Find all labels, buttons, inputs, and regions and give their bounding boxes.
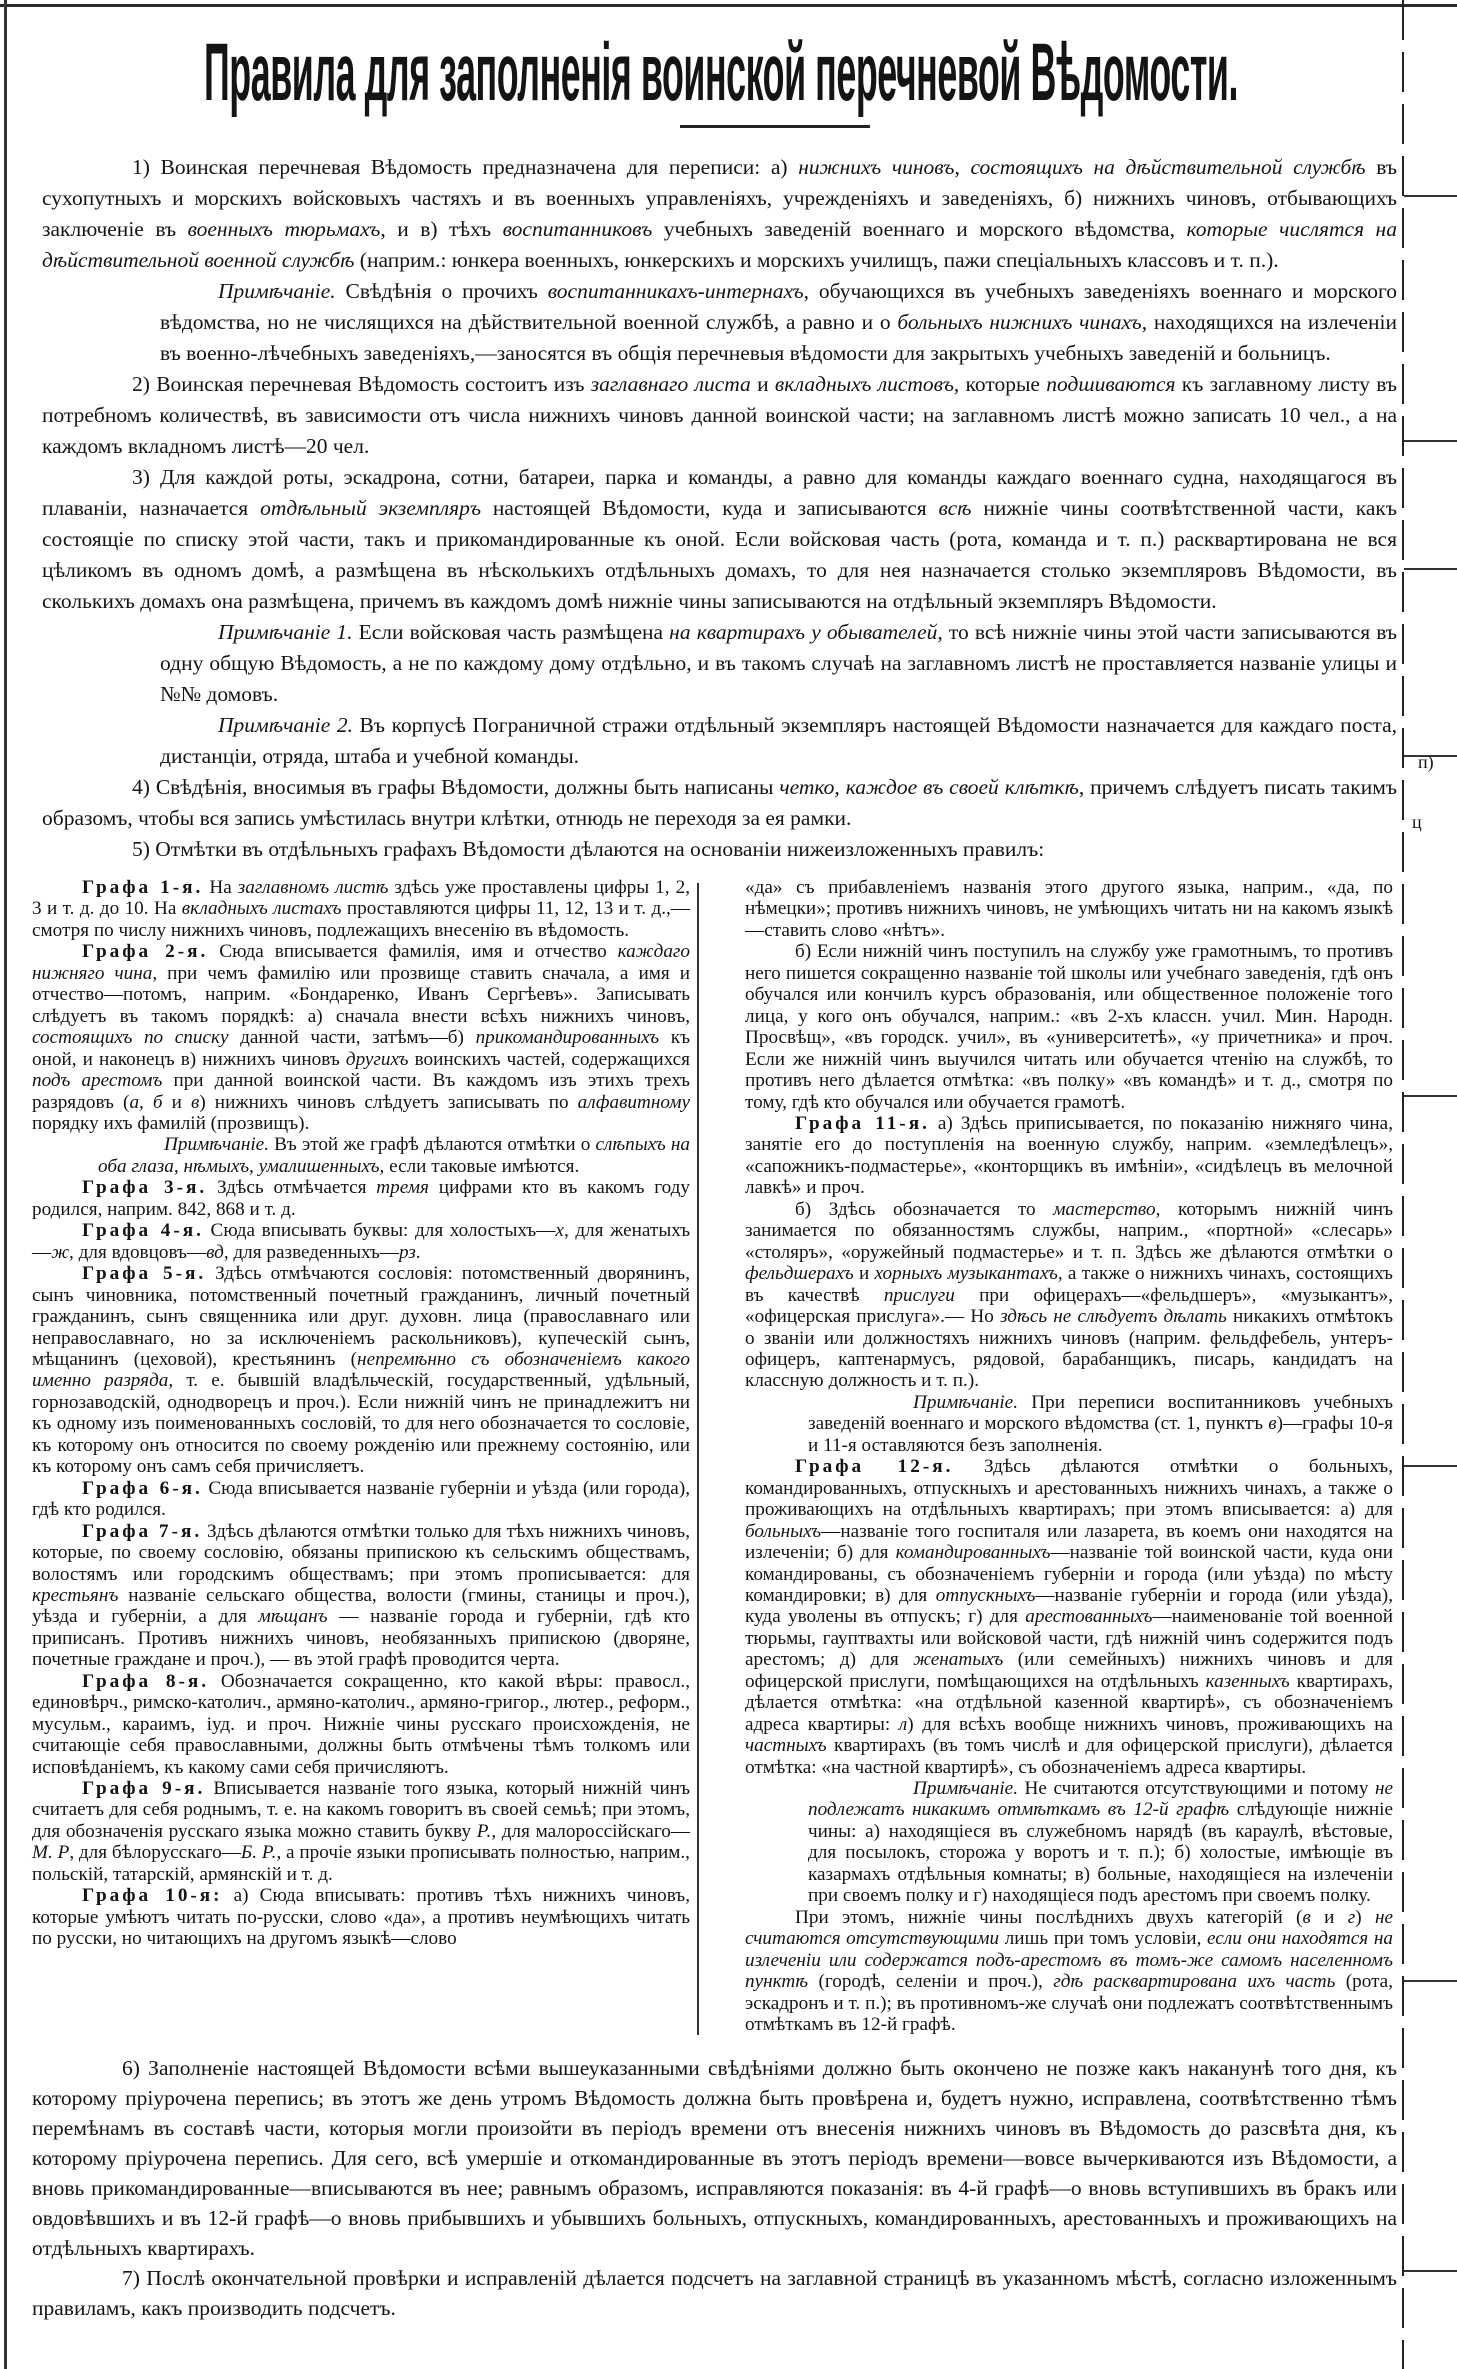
emphasis-text: мѣщанъ bbox=[258, 1606, 328, 1628]
column-heading: Графа 8-я. bbox=[82, 1670, 210, 1692]
body-text: здѣсь уже проставлены цифры 1, 2, 3 и т. д. до 10. На bbox=[32, 877, 691, 920]
body-text: Здѣсь дѣлаются отмѣтки о больныхъ, командированныхъ, отпускныхъ и арестованныхъ нижнихъ чинахъ, а также о проживающихъ на отдѣльныхъ квартирахъ; при этомъ вписывается: а) для bbox=[745, 1456, 1393, 1521]
document-header bbox=[204, 27, 1238, 118]
emphasis-text: военныхъ тюрьмахъ bbox=[187, 217, 381, 241]
body-text: 3) Для каждой роты, эскадрона, сотни, батареи, парка и команды, а равно для команды каждаго военнаго судна, находящагося въ плаваніи, назначается bbox=[42, 465, 1397, 520]
emphasis-text: крестьянъ bbox=[32, 1584, 119, 1606]
emphasis-text: рз bbox=[398, 1241, 416, 1263]
column-heading: Графа 1-я. bbox=[82, 877, 204, 898]
body-text: Сюда вписывать буквы: для холостыхъ— bbox=[203, 1220, 556, 1242]
rule-paragraph bbox=[745, 941, 1393, 1113]
rule-paragraph bbox=[745, 1456, 1393, 1778]
column-heading: Графа 9-я. bbox=[82, 1778, 206, 1800]
emphasis-text: слѣпыхъ на оба глаза, нѣмыхъ, умалишенныхъ bbox=[98, 1134, 690, 1177]
emphasis-text: больныхъ нижнихъ чинахъ bbox=[897, 310, 1142, 334]
emphasis-text: в bbox=[1302, 1906, 1311, 1928]
rule-paragraph bbox=[32, 1778, 690, 1885]
two-column-area bbox=[0, 877, 1457, 2035]
body-text: б) Если нижній чинъ поступилъ на службу уже грамотнымъ, то противъ него пишется сокращенно названіе той школы или учебнаго заведенія, гдѣ онъ обучался или кончилъ курсъ образованія, или общественное положеніе того лица, у кого онъ обучался, наприм.: «въ 2-хъ классн. учил. Мин. Народн. Просвѣщ», «въ городск. учил», въ «университетѣ», «у причетника» и проч. Если же нижній чинъ выучился читать или обучается чтенію на службѣ, то противъ него дѣлается отмѣтка: «въ полку» «въ командѣ» и т. д., смотря по тому, гдѣ кто обучался или обучается грамотѣ. bbox=[745, 941, 1393, 1113]
emphasis-text: воспитанникахъ-интернахъ bbox=[547, 279, 804, 303]
column-heading: Графа 5-я. bbox=[82, 1263, 207, 1285]
emphasis-text: Примѣчаніе. bbox=[218, 279, 336, 303]
rule-paragraph bbox=[32, 1521, 690, 1671]
body-text: , обучающихся въ учебныхъ заведеніяхъ военнаго и морского вѣдомства, но не числящихся на дѣйствительной военной службѣ, а равно и о bbox=[160, 279, 1397, 334]
emphasis-text: Примѣчаніе 2. bbox=[218, 713, 353, 737]
body-text: проставляются цифры 11, 12, 13 и т. д.,—смотря по числу нижнихъ чиновъ, подлежащихъ внесенію въ вѣдомость. bbox=[32, 898, 690, 941]
body-text: и bbox=[1310, 1906, 1348, 1928]
body-text: квартирахъ, дѣлается отмѣтка: «на отдѣльной казенной квартирѣ», съ обозначеніемъ адреса квартиры: bbox=[745, 1670, 1393, 1735]
body-text: , для бѣлорусскаго— bbox=[69, 1842, 241, 1864]
emphasis-text: состоящихъ по списку bbox=[32, 1027, 229, 1049]
rule-paragraph bbox=[745, 1907, 1393, 2036]
emphasis-text: х bbox=[555, 1220, 564, 1242]
body-text: , которымъ нижній чинъ занимается по обязанностямъ службы, наприм., «портной» «слесарь» «столяръ», «оружейный подмастерье» и т. п. Здѣсь же дѣлаются отмѣтки о bbox=[745, 1198, 1393, 1263]
emphasis-text: на квартирахъ у обывателей bbox=[669, 620, 938, 644]
body-text: ) для всѣхъ вообще нижнихъ чиновъ, проживающихъ на bbox=[907, 1713, 1394, 1735]
emphasis-text: больныхъ bbox=[745, 1520, 822, 1542]
emphasis-text: вд bbox=[206, 1241, 224, 1263]
rule-paragraph bbox=[42, 772, 1397, 834]
rule-paragraph bbox=[32, 877, 690, 941]
emphasis-text: вкладныхъ листахъ bbox=[181, 898, 342, 920]
rules-section-intro bbox=[42, 152, 1397, 865]
body-text: б) Здѣсь обозначается то bbox=[795, 1198, 1054, 1220]
emphasis-text: ж bbox=[51, 1241, 70, 1263]
body-text: , при чемъ фамилію или прозвище ставить сначала, а имя и отчество—потомъ, наприм. «Бондаренко, Иванъ Сергѣевъ». Записывать слѣдуетъ въ такомъ порядкѣ: а) сначала внести всѣхъ нижнихъ чиновъ, bbox=[32, 962, 690, 1027]
emphasis-text: подъ арестомъ bbox=[32, 1070, 163, 1092]
rule-paragraph bbox=[42, 834, 1397, 865]
body-text: . bbox=[415, 1241, 421, 1263]
body-text: —названіе того госпиталя или лазарета, въ коемъ они находятся на излеченіи; б) для bbox=[745, 1520, 1393, 1564]
body-text: порядку ихъ фамилій (прозвищъ). bbox=[32, 1112, 310, 1134]
rule-paragraph bbox=[42, 152, 1397, 276]
emphasis-text: частныхъ bbox=[745, 1735, 827, 1757]
emphasis-text: фельдшерахъ bbox=[745, 1263, 854, 1285]
emphasis-text: в bbox=[191, 1091, 200, 1113]
body-text: При переписи воспитанниковъ учебныхъ заведеній военнаго и морского вѣдомства (ст. 1, пунктъ bbox=[808, 1391, 1393, 1435]
emphasis-text: алфавитному bbox=[577, 1091, 690, 1113]
body-text: 5) Отмѣтки въ отдѣльныхъ графахъ Вѣдомости дѣлаются на основаніи нижеизложенныхъ правилъ: bbox=[132, 837, 1045, 861]
column-heading: Графа 3-я. bbox=[82, 1177, 208, 1199]
rule-paragraph bbox=[32, 1885, 690, 1949]
emphasis-text: Примѣчаніе. bbox=[913, 1778, 1018, 1800]
rule-paragraph bbox=[42, 462, 1397, 617]
emphasis-text: г bbox=[1347, 1906, 1356, 1928]
title-underline bbox=[680, 125, 870, 128]
column-heading: Графа 4-я. bbox=[82, 1220, 204, 1242]
margin-fragment: ц bbox=[1412, 812, 1422, 832]
body-text: воинскихъ частей, содержащихся bbox=[408, 1048, 690, 1070]
emphasis-text: командированныхъ bbox=[895, 1542, 1051, 1564]
body-text: 2) Воинская перечневая Вѣдомость состоитъ изъ bbox=[132, 372, 591, 396]
rule-paragraph bbox=[32, 941, 690, 1134]
body-text: цифрами кто въ какомъ году родился, наприм. 842, 868 и т. д. bbox=[32, 1177, 691, 1220]
column-heading: Графа 12-я. bbox=[795, 1456, 954, 1478]
emphasis-text: если они находятся на излеченіи или содержатся подъ-арестомъ въ томъ-же самомъ населенномъ пунктѣ bbox=[745, 1928, 1394, 1993]
emphasis-text: не считаются отсутствующими bbox=[745, 1906, 1393, 1950]
body-text: , и в) тѣхъ bbox=[380, 217, 503, 241]
note-paragraph bbox=[42, 710, 1397, 772]
body-text: нижніе чины соотвѣтственной части, какъ состоящіе по списку этой части, такъ и прикомандированные къ оной. Если войсковая часть (рота, команда и т. п.) расквартирована не вся цѣликомъ въ одномъ домѣ, а размѣщена въ нѣсколькихъ отдѣльныхъ домахъ, то для нея назначается столько экземпляровъ Вѣдомости, въ сколькихъ домахъ она размѣщена, причемъ въ каждомъ домѣ нижніе чины записываются на отдѣльный экземпляръ Вѣдомости. bbox=[42, 496, 1397, 613]
body-text: данной части, затѣмъ—б) bbox=[228, 1027, 476, 1049]
emphasis-text: хорныхъ музыкантахъ bbox=[874, 1263, 1058, 1285]
rule-paragraph bbox=[32, 2263, 1397, 2323]
note-paragraph bbox=[32, 1134, 690, 1177]
rules-section-final bbox=[32, 2053, 1397, 2323]
column-right bbox=[745, 877, 1393, 2035]
body-text: , для вдовцовъ— bbox=[69, 1241, 207, 1263]
body-text: 1) Воинская перечневая Вѣдомость предназначена для переписи: а) bbox=[132, 155, 799, 179]
body-text: настоящей Вѣдомости, куда и записываются bbox=[481, 496, 939, 520]
rule-paragraph bbox=[32, 1220, 690, 1263]
column-heading: Графа 10-я: bbox=[82, 1885, 223, 1907]
rule-paragraph bbox=[42, 369, 1397, 462]
body-text: и bbox=[853, 1263, 875, 1285]
emphasis-text: отдѣльный экземпляръ bbox=[260, 496, 482, 520]
body-text: Обозначается сокращенно, кто какой вѣры: правосл., единовѣрч., римско-католич., армяно-католич., армяно-григор., лютер., реформ., мусульм., караимъ, іуд. и проч. Нижніе чины русскаго происхожденія, не считающіе себя православными, должны быть отмѣчены тѣмъ толкомъ или исповѣданіемъ, къ какому сами себя причисляютъ. bbox=[32, 1670, 690, 1778]
body-text: )—графы 10-я и 11-я оставляются безъ заполненія. bbox=[808, 1413, 1393, 1456]
body-text: ) bbox=[1355, 1906, 1375, 1928]
document-title: Правила для заполненія воинской перечневой Вѣдомости. bbox=[204, 27, 1238, 118]
body-text: названіе сельскаго общества, волости (гмины, станицы и проч.), уѣзда и губерніи, а для bbox=[32, 1584, 690, 1628]
note-paragraph bbox=[745, 1392, 1393, 1456]
body-text: На bbox=[203, 877, 238, 898]
emphasis-text: прислуги bbox=[883, 1284, 955, 1306]
body-text: при офицерахъ—«фельдшеръ», «музыкантъ», «офицерская прислуга».— Но bbox=[745, 1284, 1394, 1328]
emphasis-text: женатыхъ bbox=[913, 1649, 1004, 1671]
body-text: , причемъ слѣдуетъ писать такимъ образомъ, чтобы вся запись умѣстилась внутри клѣтки, отнюдь не переходя за ея рамки. bbox=[42, 775, 1397, 830]
emphasis-text: прикомандированныхъ bbox=[475, 1027, 660, 1049]
emphasis-text: Примѣчаніе. bbox=[913, 1391, 1018, 1413]
column-heading: Графа 7-я. bbox=[82, 1520, 203, 1542]
body-text: (городѣ, селеніи и проч.), bbox=[808, 1971, 1054, 1993]
emphasis-text: гдѣ расквартирована ихъ часть bbox=[1053, 1971, 1336, 1993]
emphasis-text: арестованныхъ bbox=[1025, 1606, 1153, 1628]
note-paragraph bbox=[42, 617, 1397, 710]
emphasis-text: Р. bbox=[476, 1820, 492, 1842]
emphasis-text: Б. Р. bbox=[240, 1842, 277, 1864]
body-text: лишь при томъ условіи, bbox=[999, 1928, 1208, 1950]
column-heading: Графа 6-я. bbox=[82, 1477, 203, 1499]
column-heading: Графа 2-я. bbox=[82, 941, 209, 963]
body-text: Вписывается названіе того языка, который нижній чинъ считаетъ для себя роднымъ, т. е. на какомъ говоритъ въ своей семьѣ; при этомъ, для обозначенія русскаго языка можно ставить букву bbox=[32, 1778, 691, 1842]
rule-paragraph bbox=[32, 1263, 690, 1478]
body-text: (наприм.: юнкера военныхъ, юнкерскихъ и морскихъ училищъ, пажи спеціальныхъ классовъ и т. п.). bbox=[354, 248, 1279, 272]
body-text: въ сухопутныхъ и морскихъ войсковыхъ частяхъ и въ военныхъ управленіяхъ, учрежденіяхъ и заведеніяхъ, б) нижнихъ чиновъ, отбывающихъ заключеніе въ bbox=[42, 155, 1398, 241]
rule-paragraph bbox=[745, 877, 1393, 941]
emphasis-text: л bbox=[898, 1713, 908, 1735]
note-paragraph bbox=[42, 276, 1397, 369]
margin-fragment: п) bbox=[1418, 752, 1434, 772]
body-text: При этомъ, нижніе чины послѣднихъ двухъ категорій ( bbox=[795, 1906, 1303, 1928]
body-text: — названіе города и губерніи, гдѣ кто приписанъ. Противъ нижнихъ чиновъ, необязанныхъ припискою (дворяне, почетные граждане и проч.), — въ этой графѣ проводится черта. bbox=[32, 1606, 690, 1671]
body-text: —названіе губерніи и города (или уѣзда), куда уволены въ отпускъ; г) для bbox=[745, 1584, 1393, 1628]
emphasis-text: здѣсь не слѣдуетъ дѣлать bbox=[1000, 1306, 1227, 1328]
body-text: (или семейныхъ) нижнихъ чиновъ и для офицерской прислуги, помѣщающихся на отдѣльныхъ bbox=[745, 1649, 1393, 1692]
body-text: учебныхъ заведеній военнаго и морского вѣдомства, bbox=[652, 217, 1187, 241]
emphasis-text: не подлежатъ никакимъ отмѣткамъ въ 12-й графѣ bbox=[808, 1778, 1393, 1821]
body-text: «да» съ прибавленіемъ названія этого другого языка, наприм., «да, по нѣмецки»; противъ нижнихъ чиновъ, не умѣющихъ читать ни на какомъ языкѣ—ставить слово «нѣтъ». bbox=[745, 877, 1393, 941]
body-text: —наименованіе той военной тюрьмы, гауптвахты или войсковой части, гдѣ нижній чинъ содержится подъ арестомъ; д) для bbox=[745, 1606, 1393, 1671]
body-text: 7) Послѣ окончательной провѣрки и исправленій дѣлается подсчетъ на заглавной страницѣ въ указанномъ мѣстѣ, согласно изложеннымъ правиламъ, какъ производить подсчетъ. bbox=[32, 2266, 1397, 2321]
emphasis-text: каждаго нижняго чина bbox=[32, 941, 690, 984]
body-text: квартирахъ (въ томъ числѣ и для офицерской прислуги), дѣлается отмѣтка: «на частной квартирѣ», съ обозначеніемъ адреса квартиры. bbox=[745, 1735, 1393, 1778]
body-text: , для разведенныхъ— bbox=[223, 1241, 399, 1263]
emphasis-text: всѣ bbox=[938, 496, 972, 520]
body-text: , если таковые имѣются. bbox=[379, 1155, 580, 1177]
body-text: Если войсковая часть размѣщена bbox=[352, 620, 670, 644]
body-text: , а также о нижнихъ чинахъ, состоящихъ въ качествѣ bbox=[745, 1263, 1393, 1306]
emphasis-text: которые числятся на дѣйствительной военной службѣ bbox=[42, 217, 1397, 272]
emphasis-text: заглавнаго листа bbox=[590, 372, 751, 396]
body-text: 4) Свѣдѣнія, вносимыя въ графы Вѣдомости, должны быть написаны bbox=[132, 775, 780, 799]
column-left bbox=[32, 877, 690, 1950]
emphasis-text: вкладныхъ листовъ bbox=[774, 372, 954, 396]
body-text: , для женатыхъ— bbox=[32, 1220, 690, 1263]
body-text: слѣдующіе нижніе чины: а) находящіеся въ служебномъ нарядѣ (въ караулѣ, вѣстовые, для посылокъ, сторожа у воротъ и т. п.); б) холостые, имѣющіе въ казармахъ отдѣльныя комнаты; в) больные, находящіеся на излеченіи при своемъ полку и г) находящіеся подъ арестомъ при своемъ полку. bbox=[808, 1799, 1394, 1907]
note-paragraph bbox=[745, 1778, 1393, 1907]
body-text: ) нижнихъ чиновъ слѣдуетъ записывать по bbox=[199, 1091, 578, 1113]
rule-paragraph bbox=[32, 1671, 690, 1778]
emphasis-text: заглавномъ листѣ bbox=[237, 877, 389, 898]
body-text: , для малороссійскаго— bbox=[491, 1820, 690, 1842]
body-text: —названіе той воинской части, куда они командированы, съ обозначеніемъ губерніи и города (или уѣзда) по мѣсту командировки; в) для bbox=[745, 1542, 1393, 1606]
body-text: къ оной, и наконецъ в) нижнихъ чиновъ bbox=[32, 1027, 691, 1070]
rule-paragraph bbox=[745, 1199, 1393, 1392]
rule-paragraph bbox=[32, 1177, 690, 1220]
emphasis-text: непремѣнно съ обозначеніемъ какого именно разряда bbox=[32, 1348, 690, 1392]
rule-paragraph bbox=[32, 1478, 690, 1521]
column-heading: Графа 11-я. bbox=[795, 1112, 930, 1134]
body-text: , т. е. бывшій владѣльческій, государственный, удѣльный, горнозаводскій, однодворецъ и проч.). Если нижній чинъ не принадлежитъ ни къ одному изъ поименованныхъ сословій, то для него обозначается то сословіе, къ которому онъ относится по своему рожденію или прежнему состоянію, или къ которому онъ самъ себя причисляетъ. bbox=[32, 1370, 690, 1478]
body-text: и bbox=[750, 372, 775, 396]
rule-paragraph bbox=[745, 1113, 1393, 1199]
emphasis-text: а, б bbox=[129, 1091, 163, 1113]
body-text: при данной воинской части. Въ каждомъ изъ этихъ трехъ разрядовъ ( bbox=[32, 1070, 690, 1113]
body-text: , то всѣ нижніе чины этой части записываются въ одну общую Вѣдомость, а не по каждому дому отдѣльно, и въ такомъ случаѣ на заглавномъ листѣ не проставляется названіе улицы и №№ домовъ. bbox=[160, 620, 1398, 706]
body-text: Здѣсь дѣлаются отмѣтки только для тѣхъ нижнихъ чиновъ, которые, по своему сословію, обязаны припискою къ сельскимъ обществамъ, волостямъ или городскимъ обществамъ; при этомъ прописывается: для bbox=[32, 1520, 691, 1585]
rule-paragraph bbox=[32, 2053, 1397, 2263]
emphasis-text: другихъ bbox=[345, 1048, 409, 1070]
emphasis-text: тремя bbox=[376, 1177, 429, 1199]
body-text: Свѣдѣнія о прочихъ bbox=[335, 279, 548, 303]
body-text: Здѣсь отмѣчается bbox=[207, 1177, 377, 1199]
emphasis-text: в bbox=[1268, 1413, 1277, 1435]
body-text: Не считаются отсутствующими и потому bbox=[1018, 1778, 1375, 1800]
body-text: Въ корпусѣ Пограничной стражи отдѣльный экземпляръ настоящей Вѣдомости назначается для каждаго поста, дистанціи, отряда, штаба и учебной команды. bbox=[160, 713, 1398, 768]
body-text: , а прочіе языки прописывать полностью, наприм., польскій, татарскій, армянскій и т. д. bbox=[32, 1842, 690, 1885]
body-text: Сюда вписывается названіе губерніи и уѣзда (или города), гдѣ кто родился. bbox=[32, 1477, 691, 1521]
emphasis-text: мастерство bbox=[1053, 1198, 1156, 1220]
column-divider bbox=[697, 883, 699, 2035]
body-text: Здѣсь отмѣчаются сословія: потомственный дворянинъ, сынъ чиновника, потомственный почетный гражданинъ, личный почетный гражданинъ, сынъ священника или друг. духовн. лица (православнаго или неправославнаго, но за исключеніемъ раскольниковъ), купеческій сынъ, мѣщанинъ (цеховой), крестьянинъ ( bbox=[32, 1263, 690, 1370]
body-text: къ заглавному листу въ потребномъ количествѣ, въ зависимости отъ числа нижнихъ чиновъ данной воинской части; на заглавномъ листѣ можно записать 10 чел., а на каждомъ вкладномъ листѣ—20 чел. bbox=[42, 372, 1397, 458]
emphasis-text: М. Р bbox=[32, 1842, 70, 1864]
body-text: а) Сюда вписывать: противъ тѣхъ нижнихъ чиновъ, которые умѣютъ читать по-русски, слово «да», а противъ неумѣющихъ читать по русски, но читающихъ на другомъ языкѣ—слово bbox=[32, 1885, 691, 1950]
emphasis-text: нижнихъ чиновъ, состоящихъ на дѣйствительной службѣ bbox=[798, 155, 1366, 179]
body-text: , находящихся на излеченіи въ военно-лѣчебныхъ заведеніяхъ,—заносятся въ общія перечневыя вѣдомости для закрытыхъ учебныхъ заведеній и больницъ. bbox=[160, 310, 1398, 365]
emphasis-text: отпускныхъ bbox=[935, 1584, 1036, 1606]
body-text: , которые bbox=[953, 372, 1047, 396]
body-text: и bbox=[162, 1091, 191, 1113]
emphasis-text: подшиваются bbox=[1046, 372, 1176, 396]
emphasis-text: четко, каждое въ своей клѣткѣ bbox=[779, 775, 1079, 799]
emphasis-text: казенныхъ bbox=[1205, 1670, 1290, 1692]
emphasis-text: Примѣчаніе 1. bbox=[218, 620, 353, 644]
emphasis-text: воспитанниковъ bbox=[502, 217, 653, 241]
body-text: никакихъ отмѣтокъ о званіи или должностяхъ нижнихъ чиновъ (наприм. фельдфебель, унтеръ-офицеръ, каптенармусъ, рядовой, барабанщикъ, писарь, кандидатъ на классную должность и т. п.). bbox=[745, 1306, 1393, 1392]
body-text: (рота, эскадронъ и т. п.); въ противномъ-же случаѣ они подлежатъ соотвѣтственнымъ отмѣткамъ въ 12-й графѣ. bbox=[745, 1971, 1393, 2036]
body-text: Сюда вписывается фамилія, имя и отчество bbox=[208, 941, 618, 963]
body-text: а) Здѣсь приписывается, по показанію нижняго чина, занятіе его до поступленія на военную службу, наприм. «земледѣлецъ», «сапожникъ-подмастерье», «конторщикъ въ имѣніи», «сидѣлецъ въ мелочной лавкѣ» и проч. bbox=[745, 1112, 1393, 1199]
body-text: 6) Заполненіе настоящей Вѣдомости всѣми вышеуказанными свѣдѣніями должно быть окончено не позже какъ наканунѣ того дня, къ которому пріурочена перепись; въ этотъ же день утромъ Вѣдомость должна быть провѣрена и, будетъ нужно, исправлена, соотвѣтственно тѣмъ перемѣнамъ въ составѣ части, которыя могли произойти въ періодъ времени отъ внесенія нижнихъ чиновъ въ Вѣдомость до разсвѣта дня, къ которому пріурочена перепись. Для сего, всѣ умершіе и откомандированные въ этотъ періодъ времени—вовсе вычеркиваются изъ Вѣдомости, а вновь прикомандированные—вписываются въ нее; равнымъ образомъ, исправляются показанія: въ 4-й графѣ—о вновь вступившихъ въ бракъ или овдовѣвшихъ и въ 12-й графѣ—о вновь прибывшихъ и убывшихъ больныхъ, отпускныхъ, командированныхъ, арестованныхъ и проживающихъ на отдѣльныхъ квартирахъ. bbox=[32, 2056, 1397, 2261]
body-text: Въ этой же графѣ дѣлаются отмѣтки о bbox=[269, 1134, 596, 1156]
emphasis-text: Примѣчаніе. bbox=[164, 1134, 269, 1156]
